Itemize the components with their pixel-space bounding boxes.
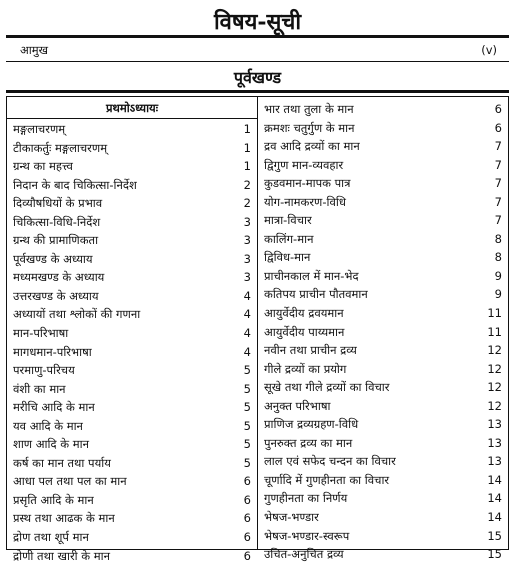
toc-entry	[258, 137, 508, 156]
toc-entry	[7, 139, 257, 158]
toc-entry-title: कुडवमान-मापक पात्र	[264, 176, 351, 191]
toc-entry	[258, 527, 508, 546]
toc-entry-page: 5	[243, 418, 251, 433]
toc-entry-title: अनुक्त परिभाषा	[264, 398, 331, 413]
toc-entry-page: 14	[487, 491, 502, 506]
toc-entry	[258, 100, 508, 119]
toc-entry-page: 4	[243, 288, 251, 303]
toc-entry	[7, 472, 257, 491]
chapter-heading: प्रथमोऽध्यायः	[105, 101, 159, 115]
toc-entry	[7, 231, 257, 250]
toc-entry-title: द्रव आदि द्रव्यों का मान	[264, 139, 360, 154]
toc-entry-title: गुणहीनता का निर्णय	[264, 491, 348, 506]
toc-entry-page: 6	[243, 492, 251, 507]
toc-entry	[258, 304, 508, 323]
toc-entry	[258, 267, 508, 286]
toc-entry-page: 3	[243, 270, 251, 285]
toc-entry	[258, 341, 508, 360]
toc-entry-title: प्रस्थ तथा आढक के मान	[13, 511, 115, 526]
toc-entry-page: 1	[243, 140, 251, 155]
toc-entry-page: 8	[494, 250, 502, 265]
toc-entry	[7, 324, 257, 343]
toc-entry	[258, 193, 508, 212]
toc-entry	[258, 156, 508, 175]
toc-entry-page: 12	[487, 398, 502, 413]
toc-entry-title: कर्ष का मान तथा पर्याय	[13, 455, 111, 470]
toc-entry-title: टीकाकर्तुः मङ्गलाचरणम्	[13, 140, 108, 155]
toc-entry-page: 12	[487, 343, 502, 358]
toc-entry-title: चिकित्सा-विधि-निर्देश	[13, 214, 101, 229]
toc-entry-title: ग्रन्थ की प्रामाणिकता	[13, 233, 99, 248]
toc-entry	[258, 360, 508, 379]
toc-entry	[7, 435, 257, 454]
preface-label: आमुख	[20, 43, 49, 57]
toc-entry-page: 1	[243, 159, 251, 174]
toc-entry-title: प्राणिज द्रव्यग्रहण-विधि	[264, 417, 359, 432]
toc-entry	[7, 157, 257, 176]
toc-entry-page: 3	[243, 214, 251, 229]
toc-entry	[258, 415, 508, 434]
toc-entry-title: मान-परिभाषा	[13, 326, 69, 341]
toc-entry-page: 6	[243, 511, 251, 526]
toc-entry	[7, 194, 257, 213]
toc-entry-title: सूखे तथा गीले द्रव्यों का विचार	[264, 380, 390, 395]
toc-entry-page: 6	[243, 530, 251, 545]
toc-entry-title: ग्रन्थ का महत्त्व	[13, 159, 73, 174]
toc-entry-page: 13	[487, 435, 502, 450]
toc-entry-page: 6	[243, 474, 251, 489]
toc-entry-page: 13	[487, 454, 502, 469]
right-column	[258, 96, 509, 562]
toc-entry-title: द्विगुण मान-व्यवहार	[264, 157, 344, 172]
section-title: पूर्वखण्ड	[233, 68, 282, 87]
toc-entry-title: चूर्णादि में गुणहीनता का विचार	[264, 472, 390, 487]
toc-entry	[258, 452, 508, 471]
toc-entry-title: उत्तरखण्ड के अध्याय	[13, 288, 99, 303]
title-divider	[6, 35, 509, 38]
toc-entry-page: 6	[494, 120, 502, 135]
toc-entry-title: प्रसृति आदि के मान	[13, 492, 94, 507]
right-entries	[258, 100, 508, 564]
toc-entry-title: मागधमान-परिभाषा	[13, 344, 92, 359]
toc-entry-page: 6	[243, 548, 251, 563]
toc-entry	[258, 119, 508, 138]
toc-entry-page: 9	[494, 287, 502, 302]
section-top-divider	[6, 61, 509, 62]
toc-entry-page: 12	[487, 361, 502, 376]
toc-entry-page: 7	[494, 176, 502, 191]
toc-entry-title: लाल एवं सफेद चन्दन का विचार	[264, 454, 396, 469]
toc-entry	[258, 248, 508, 267]
toc-entry	[7, 380, 257, 399]
toc-entry-page: 7	[494, 194, 502, 209]
toc-entry-title: यव आदि के मान	[13, 418, 83, 433]
toc-entry	[258, 230, 508, 249]
toc-entry-title: वंशी का मान	[13, 381, 66, 396]
toc-entry-title: क्रमशः चतुर्गुण के मान	[264, 120, 355, 135]
chapter-heading-rule	[7, 118, 257, 119]
toc-entry-page: 2	[243, 196, 251, 211]
toc-entry-title: गीले द्रव्यों का प्रयोग	[264, 361, 347, 376]
toc-entry-title: मध्यमखण्ड के अध्याय	[13, 270, 105, 285]
toc-entry-page: 14	[487, 472, 502, 487]
toc-entry	[7, 361, 257, 380]
toc-entry	[258, 545, 508, 564]
toc-entry-title: उचित-अनुचित द्रव्य	[264, 547, 344, 562]
toc-entry-title: द्रोणी तथा खारी के मान	[13, 548, 111, 563]
toc-entry	[7, 491, 257, 510]
toc-entry-page: 5	[243, 363, 251, 378]
toc-entry-title: भार तथा तुला के मान	[264, 102, 354, 116]
toc-entry-title: निदान के बाद चिकित्सा-निर्देश	[13, 177, 137, 192]
toc-entry-title: द्रोण तथा शूर्प मान	[13, 530, 89, 545]
toc-entry-page: 5	[243, 400, 251, 415]
toc-entry-page: 3	[243, 251, 251, 266]
toc-entry-title: अध्यायों तथा श्लोकों की गणना	[13, 307, 141, 322]
toc-entry-title: भेषज-भण्डार	[264, 510, 319, 525]
toc-entry-page: 15	[487, 547, 502, 562]
toc-entry-page: 5	[243, 437, 251, 452]
toc-entry-title: योग-नामकरण-विधि	[264, 194, 346, 209]
toc-entry-page: 5	[243, 455, 251, 470]
toc-entry	[7, 398, 257, 417]
toc-entry	[7, 417, 257, 436]
toc-entry	[7, 509, 257, 528]
toc-entry-page: 4	[243, 307, 251, 322]
toc-entry-page: 14	[487, 510, 502, 525]
toc-entry	[7, 305, 257, 324]
toc-entry	[7, 250, 257, 269]
toc-entry-title: कालिंग-मान	[264, 231, 314, 246]
toc-entry-page: 6	[494, 102, 502, 116]
toc-entry-title: द्विविध-मान	[264, 250, 311, 265]
page-title: विषय-सूची	[213, 9, 302, 35]
toc-entry-page: 7	[494, 157, 502, 172]
toc-entry-title: शाण आदि के मान	[13, 437, 89, 452]
toc-entry-page: 11	[487, 324, 502, 339]
toc-entry-title: आधा पल तथा पल का मान	[13, 474, 127, 489]
toc-entry	[258, 174, 508, 193]
toc-entry-page: 7	[494, 139, 502, 154]
toc-entry-title: पुनरुक्त द्रव्य का मान	[264, 435, 353, 450]
toc-entry-title: दिव्यौषधियों के प्रभाव	[13, 196, 103, 211]
toc-entry-title: मरीचि आदि के मान	[13, 400, 95, 415]
section-bottom-divider	[6, 90, 509, 93]
toc-entry-page: 1	[243, 122, 251, 136]
toc-entry-page: 13	[487, 417, 502, 432]
toc-entry	[258, 285, 508, 304]
toc-entry-title: पूर्वखण्ड के अध्याय	[13, 251, 93, 266]
toc-entry	[7, 213, 257, 232]
toc-entry-title: आयुर्वेदीय पाय्यमान	[264, 324, 345, 339]
toc-entry-page: 4	[243, 344, 251, 359]
toc-entry-page: 4	[243, 326, 251, 341]
toc-entry	[258, 489, 508, 508]
toc-entry	[258, 323, 508, 342]
preface-page: (v)	[481, 43, 497, 57]
toc-entry	[7, 120, 257, 139]
toc-entry	[258, 397, 508, 416]
toc-entry	[258, 434, 508, 453]
toc-entry-title: भेषज-भण्डार-स्वरूप	[264, 528, 350, 543]
toc-entry	[258, 508, 508, 527]
toc-entry-title: मात्रा-विचार	[264, 213, 312, 228]
toc-entry	[7, 176, 257, 195]
toc-entry-page: 12	[487, 380, 502, 395]
toc-entry-page: 7	[494, 213, 502, 228]
toc-entry-title: आयुर्वेदीय द्रवयमान	[264, 306, 344, 321]
toc-entry	[7, 343, 257, 362]
toc-entry-page: 11	[487, 306, 502, 321]
toc-entry	[7, 454, 257, 473]
left-entries	[7, 120, 257, 565]
toc-entry-title: कतिपय प्राचीन पौतवमान	[264, 287, 368, 302]
toc-entry-title: प्राचीनकाल में मान-भेद	[264, 268, 359, 283]
toc-entry-title: नवीन तथा प्राचीन द्रव्य	[264, 343, 357, 358]
toc-entry-page: 15	[487, 528, 502, 543]
toc-entry-page: 3	[243, 233, 251, 248]
toc-entry-title: परमाणु-परिचय	[13, 363, 75, 378]
toc-entry-page: 8	[494, 231, 502, 246]
toc-entry-page: 2	[243, 177, 251, 192]
toc-entry-page: 9	[494, 268, 502, 283]
toc-entry	[258, 211, 508, 230]
toc-entry	[258, 471, 508, 490]
left-column	[6, 96, 258, 563]
toc-entry-title: मङ्गलाचरणम्	[13, 122, 66, 136]
toc-entry	[7, 268, 257, 287]
toc-entry	[7, 287, 257, 306]
toc-entry	[258, 378, 508, 397]
toc-entry	[7, 528, 257, 547]
toc-entry-page: 5	[243, 381, 251, 396]
